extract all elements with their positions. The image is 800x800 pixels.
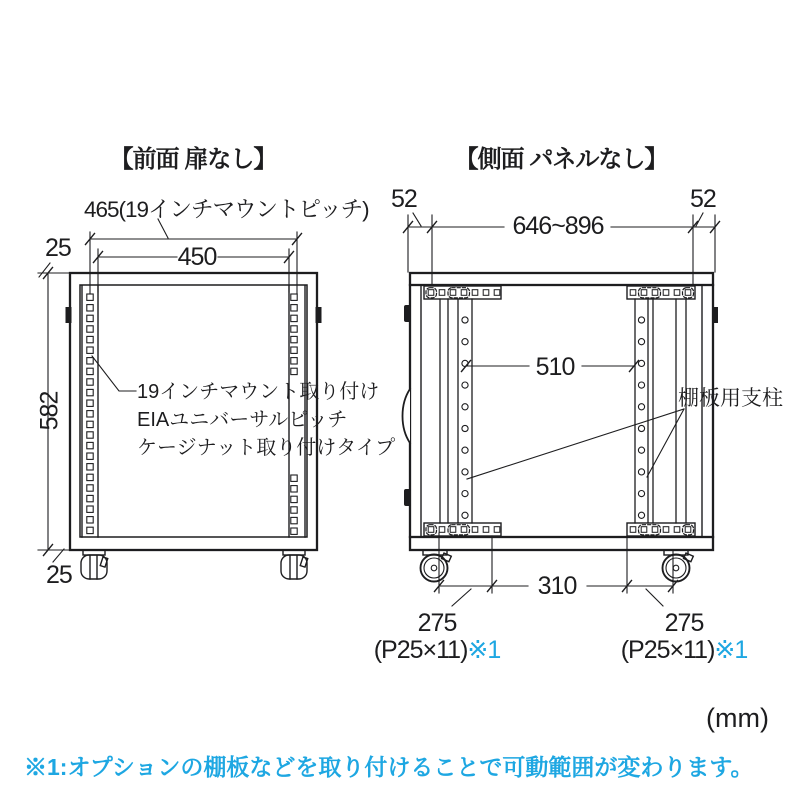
- dim-582-height: 582: [35, 391, 64, 431]
- shelf-post-holes: [462, 317, 645, 519]
- leader-52-left: [413, 213, 421, 226]
- dim-510: 510: [535, 353, 575, 381]
- front-left-mount-rail: [82, 286, 98, 537]
- dim-275-right: 275: [664, 609, 704, 637]
- panel-clip-left: [66, 307, 72, 323]
- note-ref-right: ※1: [714, 636, 748, 664]
- frame-posts: [440, 299, 686, 523]
- hinge-tab-top: [404, 305, 411, 322]
- dim-450: 450: [177, 243, 217, 271]
- dim-25-bottom: 25: [46, 561, 72, 589]
- mount-rail-annotation-line2: EIAユニバーサルピッチ: [137, 409, 348, 431]
- side-bottom-rail: [410, 537, 713, 550]
- dim-52-left: 52: [391, 185, 417, 213]
- side-view-title: 【側面 パネルなし】: [454, 146, 668, 173]
- side-caster-right: [663, 550, 694, 582]
- mount-rail-annotation: [137, 378, 395, 462]
- dim-25-top: 25: [45, 234, 71, 262]
- panel-clip-right: [316, 307, 322, 323]
- shelf-post-label: 棚板用支柱: [678, 387, 783, 410]
- dim-310: 310: [537, 572, 577, 600]
- dim-pitch-right: [621, 635, 748, 665]
- rear-panel-clip: [713, 307, 719, 323]
- door-handle-arc: [403, 389, 411, 443]
- side-view-linework: [403, 213, 719, 606]
- mount-rail-annotation-line1: 19インチマウント取り付け: [137, 381, 380, 403]
- front-caster-right: [281, 550, 308, 579]
- dim-275-left: 275: [417, 609, 457, 637]
- leader-52-right: [696, 213, 703, 226]
- note-ref-left: ※1: [467, 636, 501, 664]
- footnote: ※1:オプションの棚板などを取り付けることで可動範囲が変わります。: [24, 754, 754, 780]
- dim-depth-range: 646~896: [512, 212, 604, 240]
- front-caster-left: [81, 550, 108, 579]
- side-top-rail: [410, 273, 713, 285]
- hinge-tab-bottom: [404, 489, 411, 506]
- dim-52-right: 52: [690, 185, 716, 213]
- dim-pitch-left: [374, 635, 501, 665]
- leader-275-right: [646, 589, 663, 606]
- dim-465-mount-pitch: 465(19インチマウントピッチ): [84, 197, 369, 222]
- leader-275-left: [452, 589, 471, 606]
- dim-pitch-right-text: (P25×11): [620, 636, 715, 664]
- mount-rail-annotation-line3: ケージナット取り付けタイプ: [137, 437, 396, 459]
- side-caster-left: [421, 550, 452, 582]
- unit-label: (mm): [706, 703, 769, 733]
- front-view-title: 【前面 扉なし】: [109, 146, 277, 173]
- dim-pitch-left-text: (P25×11): [373, 636, 468, 664]
